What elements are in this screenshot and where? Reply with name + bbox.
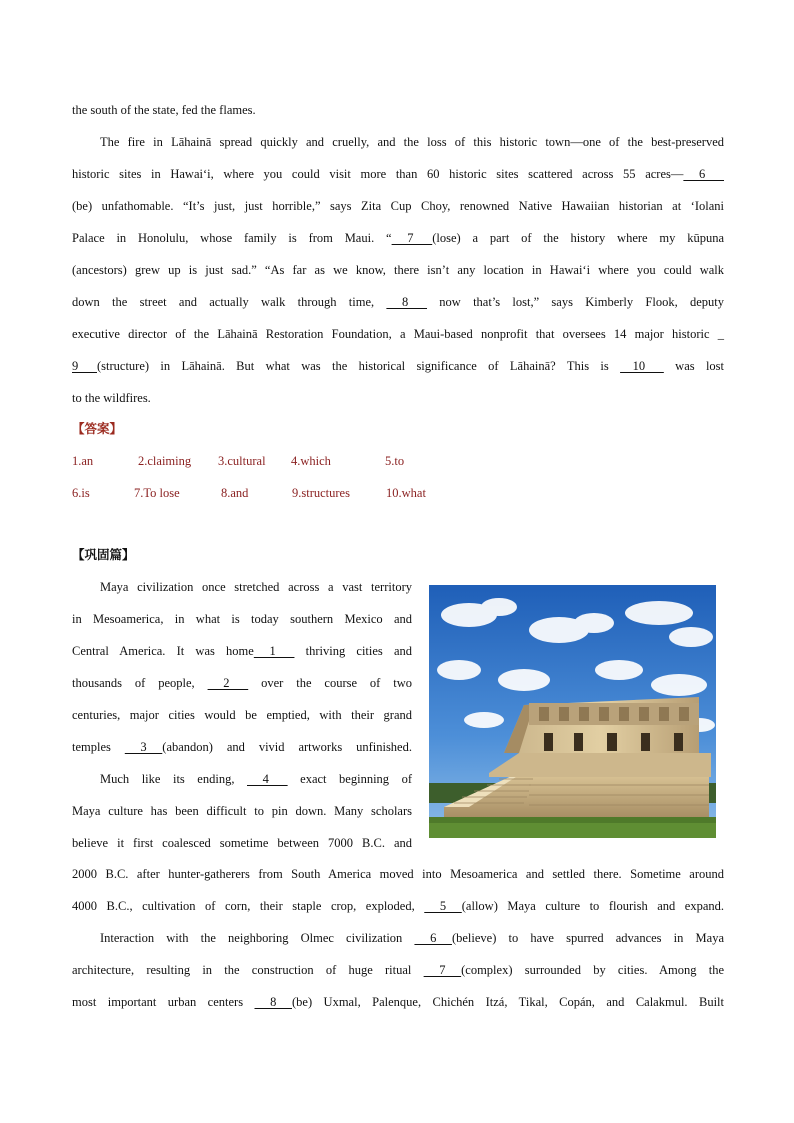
blank-2[interactable]: 2: [207, 676, 249, 690]
maya-palace-photo: [429, 585, 716, 838]
section-2-heading: 【巩固篇】: [72, 547, 135, 562]
passage-line: Interaction with the neighboring Olmec civilization 6 (believe) to have spurred advances in Maya: [72, 922, 724, 954]
blank-10[interactable]: 10: [620, 359, 664, 373]
blank-3[interactable]: 3: [124, 740, 163, 754]
passage-2-beside-image: [72, 571, 412, 859]
answer-item: 4.which: [291, 454, 331, 468]
passage-line: thousands of people, 2 over the course of two: [72, 667, 412, 699]
passage-line: believe it first coalesced sometime between 7000 B.C. and: [72, 836, 412, 850]
passage-line: Maya culture has been difficult to pin down. Many scholars: [72, 804, 412, 818]
blank-4[interactable]: 4: [247, 772, 288, 786]
answer-item: 10.what: [386, 486, 426, 500]
blank-9[interactable]: 9: [72, 359, 97, 373]
passage-line: 4000 B.C., cultivation of corn, their staple crop, exploded, 5 (allow) Maya culture to flourish and expand.: [72, 890, 724, 922]
answer-item: 6.is: [72, 486, 90, 500]
answer-item: 2.claiming: [138, 454, 192, 468]
passage-line: architecture, resulting in the construction of huge ritual 7 (complex) surrounded by cities. Among the: [72, 954, 724, 986]
blank-6b[interactable]: 6: [414, 931, 452, 945]
passage-line: Much like its ending, 4 exact beginning of: [72, 763, 412, 795]
answer-section: [72, 413, 724, 509]
passage-line: historic sites in Hawaiʻi, where you could visit more than 60 historic sites scattered across 55 acres— 6: [72, 158, 724, 190]
passage-line: Maya civilization once stretched across a vast territory: [100, 580, 412, 594]
blank-7[interactable]: 7: [391, 231, 433, 245]
passage-line: The fire in Lāhainā spread quickly and cruelly, and the loss of this historic town—one of the best-preserved: [100, 135, 724, 149]
passage-line: in Mesoamerica, in what is today southern Mexico and: [72, 612, 412, 626]
passage-line: executive director of the Lāhainā Restoration Foundation, a Maui-based nonprofit that oversees 14 major historic _: [72, 327, 724, 341]
passage-1: [72, 94, 724, 414]
passage-line: Palace in Honolulu, whose family is from Maui. “ 7 (lose) a part of the history where my kūpuna: [72, 222, 724, 254]
section-2-heading-wrap: [72, 539, 724, 571]
answer-item: 5.to: [385, 454, 405, 468]
passage-line: to the wildfires.: [72, 391, 151, 405]
blank-8b[interactable]: 8: [254, 995, 292, 1009]
answer-item: 9.structures: [292, 486, 350, 500]
answer-item: 7.To lose: [134, 486, 180, 500]
answer-item: 8.and: [221, 486, 249, 500]
answer-heading: 【答案】: [72, 421, 123, 436]
answers-row-2: [72, 477, 724, 509]
blank-8[interactable]: 8: [386, 295, 428, 309]
passage-line: 9 (structure) in Lāhainā. But what was the historical significance of Lāhainā? This is 10 was lost: [72, 350, 724, 382]
passage-line: (be) unfathomable. “It’s just, just horrible,” says Zita Cup Choy, renowned Native Hawaiian historian at ʻIolani: [72, 199, 724, 213]
passage-line: down the street and actually walk through time, 8 now that’s lost,” says Kimberly Flook, deputy: [72, 286, 724, 318]
passage-line: (ancestors) grew up is just sad.” “As far as we know, there isn’t any location in Hawaiʻi where you could walk: [72, 263, 724, 277]
blank-7b[interactable]: 7: [423, 963, 462, 977]
passage-line: the south of the state, fed the flames.: [72, 103, 256, 117]
answers-row-1: [72, 445, 724, 477]
maya-palace-illustration: [429, 585, 716, 838]
blank-1[interactable]: 1: [253, 644, 295, 658]
passage-line: Central America. It was home 1 thriving cities and: [72, 635, 412, 667]
answer-item: 1.an: [72, 454, 94, 468]
passage-line: 2000 B.C. after hunter-gatherers from South America moved into Mesoamerica and settled there. Sometime around: [72, 867, 724, 881]
blank-6[interactable]: 6: [683, 167, 724, 181]
passage-line: centuries, major cities would be emptied, with their grand: [72, 708, 412, 722]
passage-line: most important urban centers 8 (be) Uxmal, Palenque, Chichén Itzá, Tikal, Copán, and Calakmul. Built: [72, 986, 724, 1018]
blank-5[interactable]: 5: [424, 899, 462, 913]
answer-item: 3.cultural: [218, 454, 266, 468]
passage-line: temples 3 (abandon) and vivid artworks unfinished.: [72, 731, 412, 763]
passage-2-continued: [72, 858, 724, 1018]
